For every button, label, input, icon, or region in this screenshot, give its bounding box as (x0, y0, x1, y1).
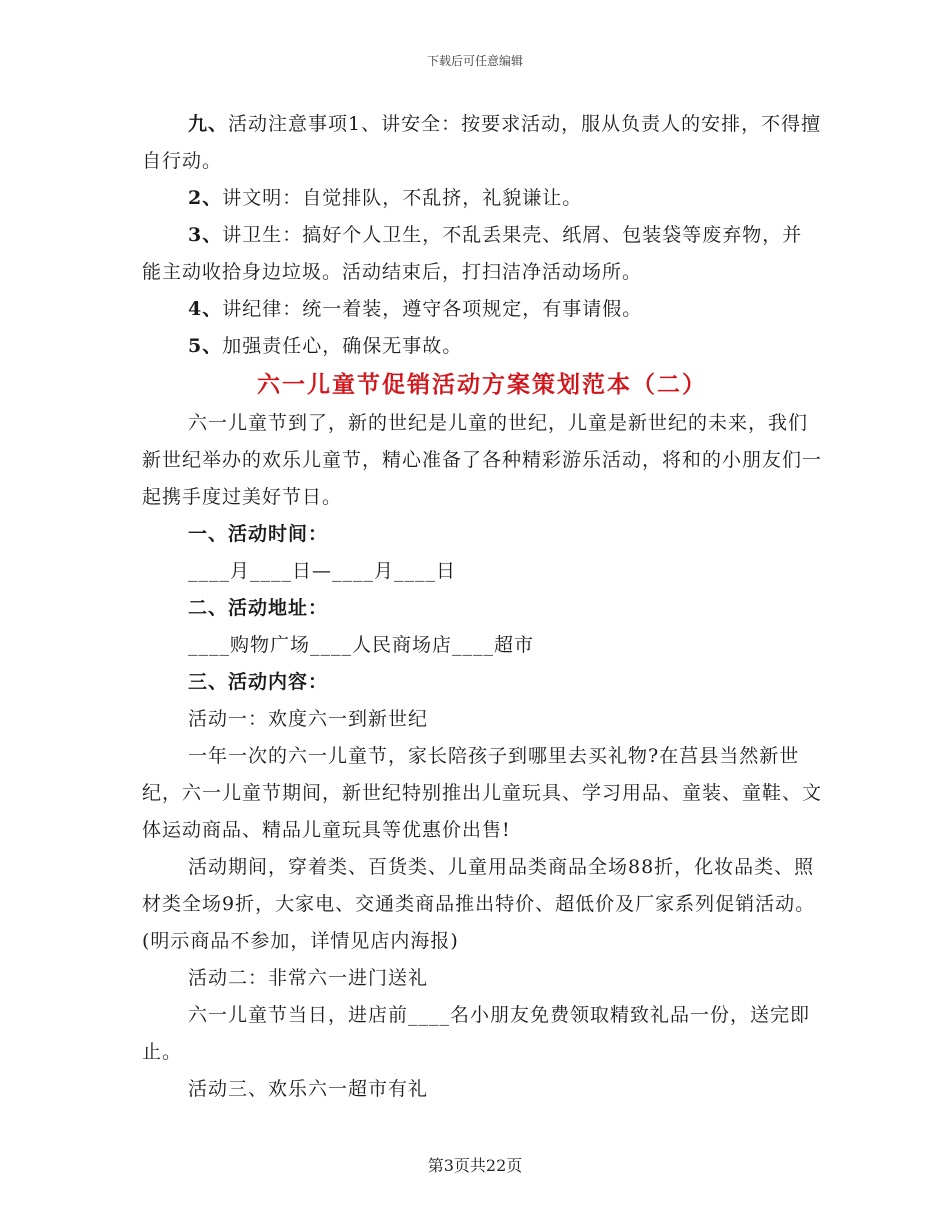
item-three-text: 讲卫生：搞好个人卫生，不乱丢果壳、纸屑、包装袋等废弃物，并能主动收拾身边垃圾。活动结束后，打扫洁净活动场所。 (142, 224, 803, 283)
item-four (142, 291, 822, 328)
item-two-text: 讲文明：自觉排队，不乱挤，礼貌谦让。 (222, 187, 583, 209)
header-note: 下载后可任意编辑 (426, 54, 523, 68)
item-three (142, 217, 822, 291)
item-two (142, 180, 822, 217)
item-four-text: 讲纪律：统一着装，遵守各项规定，有事请假。 (222, 298, 643, 320)
activity-one-paragraph-2: 活动期间，穿着类、百货类、儿童用品类商品全场88折，化妆品类、照材类全场9折，大家电、交通类商品推出特价、超低价及厂家系列促销活动。(明示商品不参加，详情见店内海报) (142, 856, 816, 952)
document-body (142, 106, 822, 1108)
item-five-text: 加强责任心，确保无事故。 (222, 335, 463, 357)
intro-paragraph: 六一儿童节到了，新的世纪是儿童的世纪，儿童是新世纪的未来，我们新世纪举办的欢乐儿童节，精心准备了各种精彩游乐活动，将和的小朋友们一起携手度过美好节日。 (142, 412, 823, 508)
section-content-heading: 三、活动内容： (188, 671, 329, 693)
item-nine-number: 九、 (188, 113, 229, 135)
item-five-number: 5、 (188, 335, 223, 357)
item-nine (142, 106, 822, 180)
section-location-text: ____购物广场____人民商场店____超市 (188, 634, 535, 656)
section-location-heading: 二、活动地址： (188, 597, 329, 619)
section-time-text: ____月____日—____月____日 (188, 560, 457, 582)
item-nine-text: 活动注意事项1、讲安全：按要求活动，服从负责人的安排，不得擅自行动。 (142, 113, 822, 172)
activity-two-paragraph: 六一儿童节当日，进店前____名小朋友免费领取精致礼品一份，送完即止。 (142, 1004, 811, 1063)
document-title: 六一儿童节促销活动方案策划范本（二） (257, 371, 707, 398)
item-three-number: 3、 (188, 224, 223, 246)
activity-one-title: 活动一：欢度六一到新世纪 (188, 708, 429, 730)
activity-two-title: 活动二：非常六一进门送礼 (188, 967, 429, 989)
item-five (142, 328, 822, 365)
activity-three-title: 活动三、欢乐六一超市有礼 (188, 1078, 429, 1100)
activity-one-paragraph-1: 一年一次的六一儿童节，家长陪孩子到哪里去买礼物?在莒县当然新世纪，六一儿童节期间，新世纪特别推出儿童玩具、学习用品、童装、童鞋、文体运动商品、精品儿童玩具等优惠价出售! (142, 745, 823, 841)
item-two-number: 2、 (188, 187, 223, 209)
section-time-heading: 一、活动时间： (188, 523, 329, 545)
item-four-number: 4、 (188, 298, 223, 320)
page-number: 第3页共22页 (427, 1156, 523, 1175)
